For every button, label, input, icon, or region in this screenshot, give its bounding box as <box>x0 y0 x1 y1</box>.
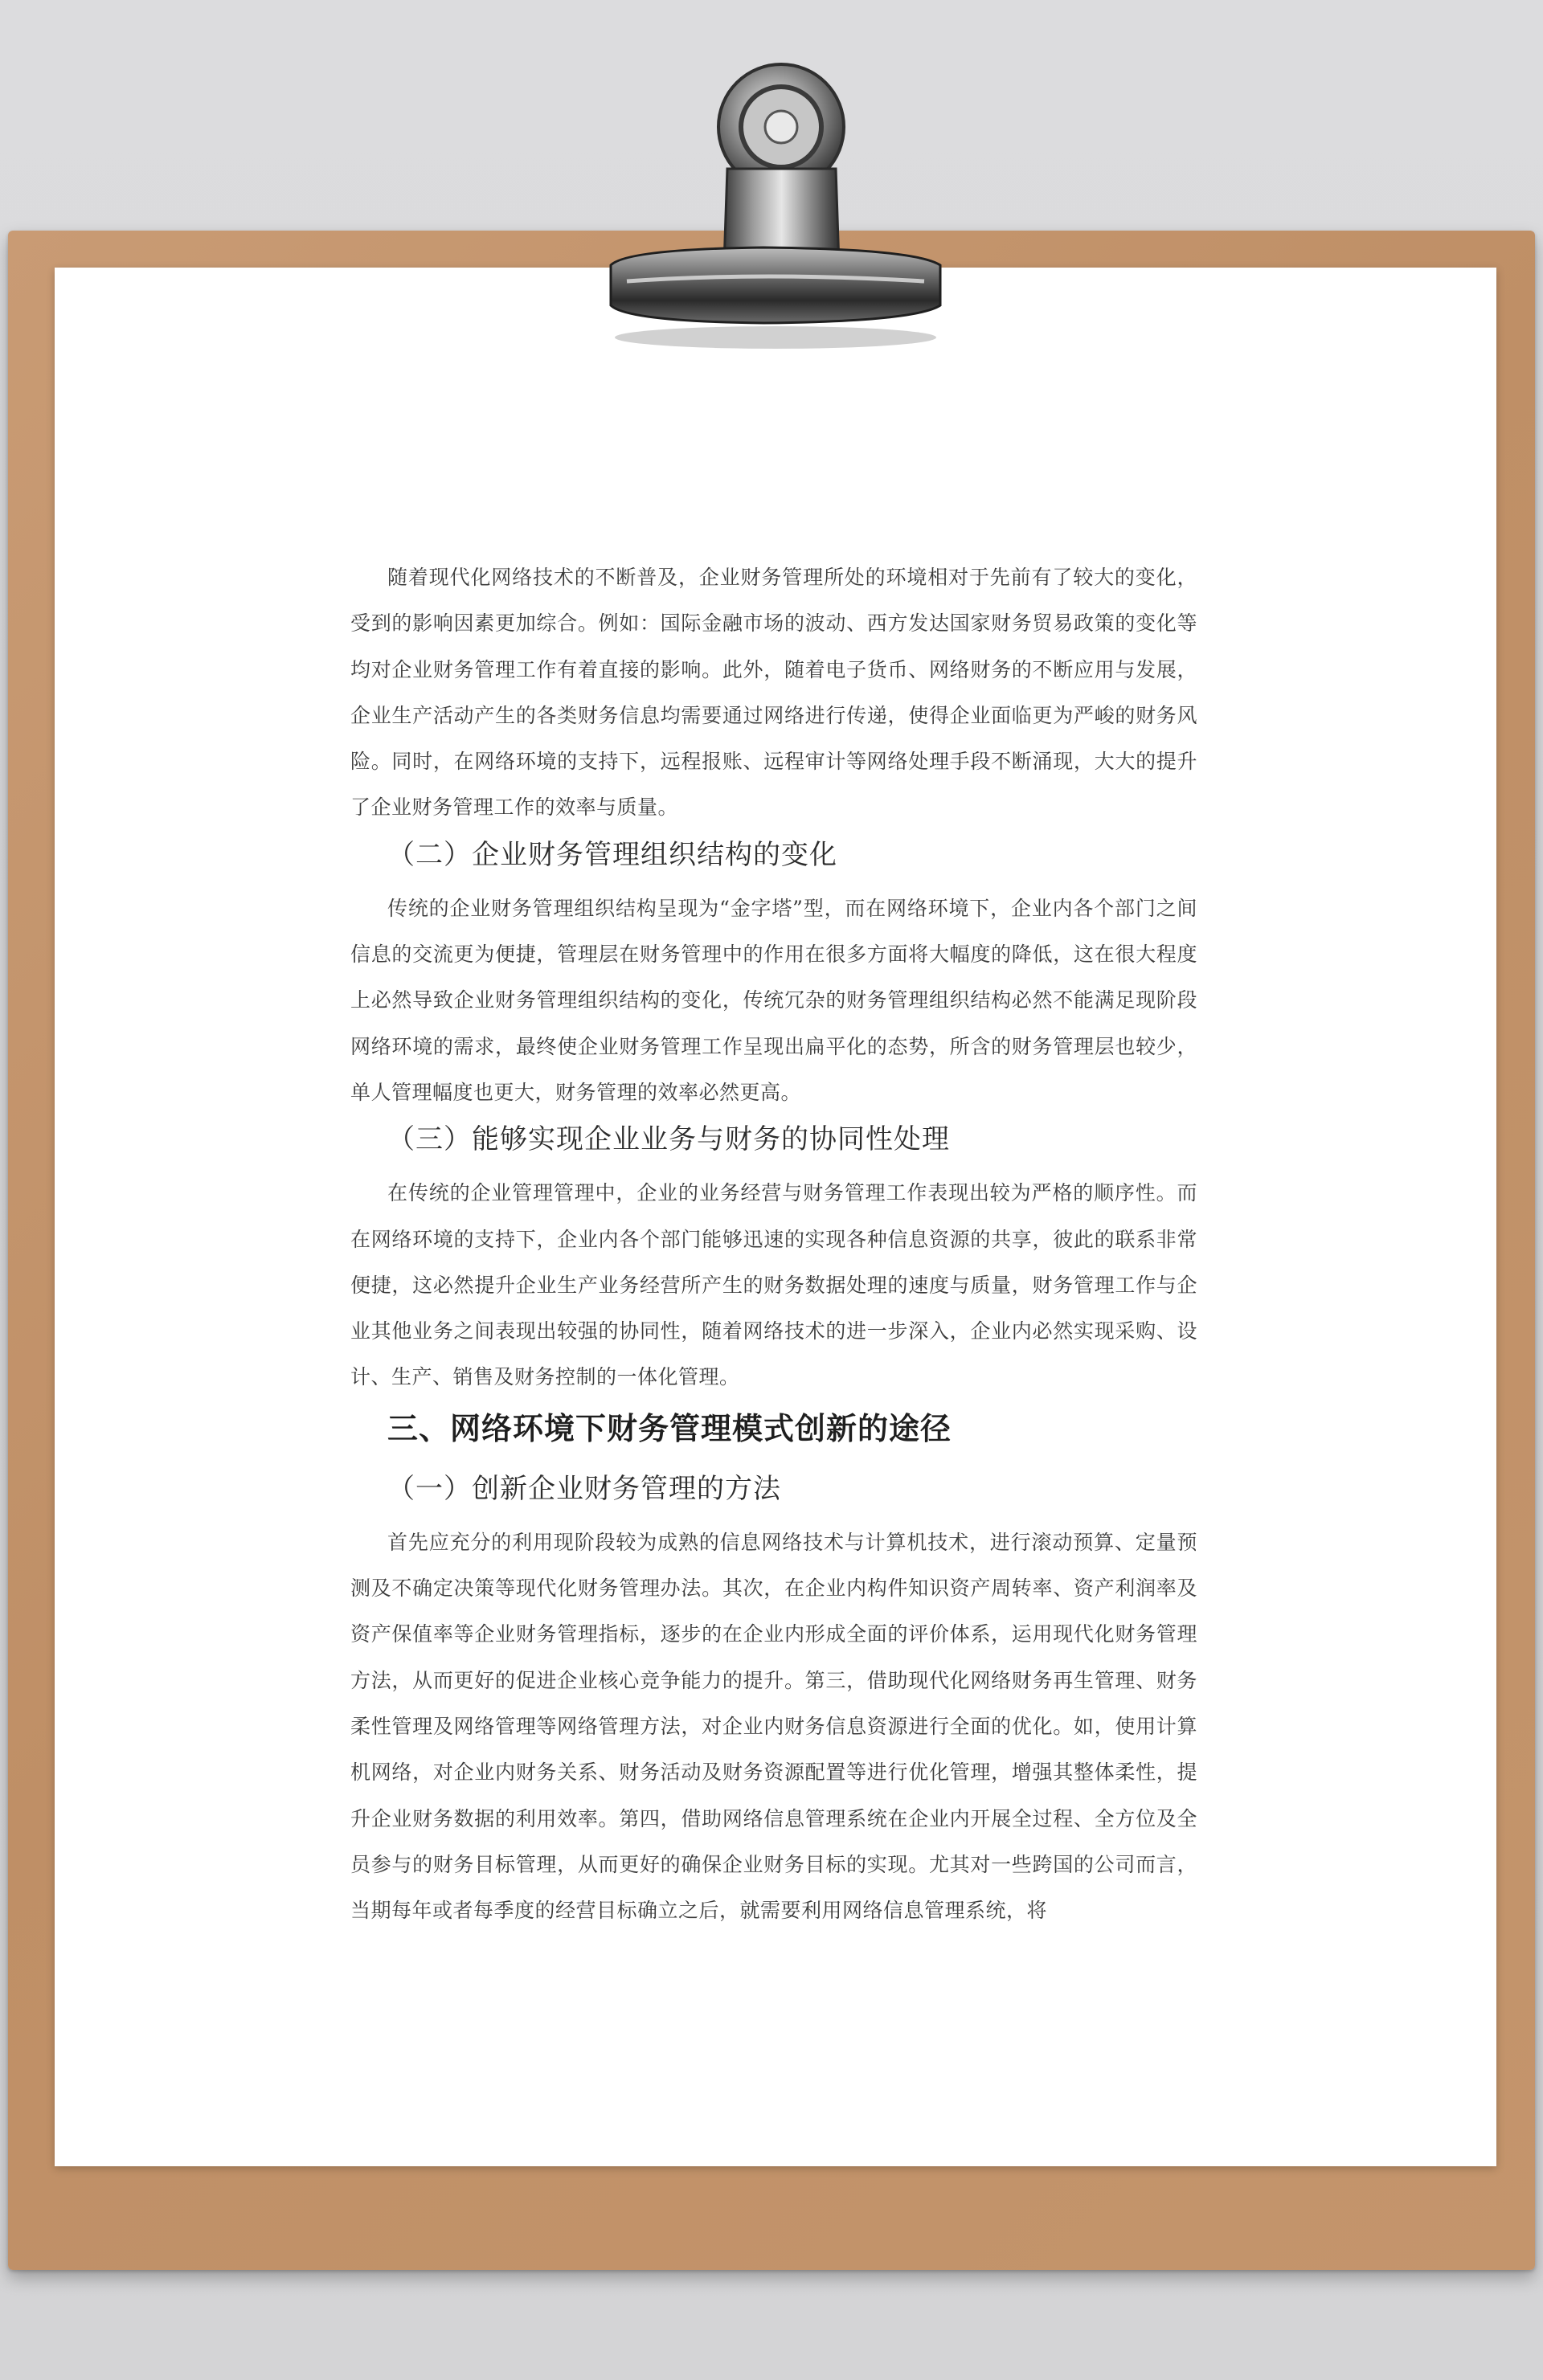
paragraph-4: 首先应充分的利用现阶段较为成熟的信息网络技术与计算机技术，进行滚动预算、定量预测及不确定决策等现代化财务管理办法。其次，在企业内构件知识资产周转率、资产利润率及资产保值率等企业财务管理指标，逐步的在企业内形成全面的评价体系，运用现代化财务管理方法，从而更好的促进企业核心竞争能力的提升。第三，借助现代化网络财务再生管理、财务柔性管理及网络管理等网络管理方法，对企业内财务信息资源进行全面的优化。如，使用计算机网络，对企业内财务关系、财务活动及财务资源配置等进行优化管理，增强其整体柔性，提升企业财务数据的利用效率。第四，借助网络信息管理系统在企业内开展全过程、全方位及全员参与的财务目标管理，从而更好的确保企业财务目标的实现。尤其对一些跨国的公司而言，当期每年或者每季度的经营目标确立之后，就需要利用网络信息管理系统，将 <box>350 1530 1197 1923</box>
paragraph-2: 传统的企业财务管理组织结构呈现为“金字塔”型，而在网络环境下，企业内各个部门之间信息的交流更为便捷，管理层在财务管理中的作用在很多方面将大幅度的降低，这在很大程度上必然导致企业财务管理组织结构的变化，传统冗杂的财务管理组织结构必然不能满足现阶段网络环境的需求，最终使企业财务管理工作呈现出扁平化的态势，所含的财务管理层也较少，单人管理幅度也更大，财务管理的效率必然更高。 <box>350 896 1197 1104</box>
document-body <box>350 554 1197 1933</box>
binder-clip-icon <box>579 48 948 354</box>
paragraph-3: 在传统的企业管理管理中，企业的业务经营与财务管理工作表现出较为严格的顺序性。而在网络环境的支持下，企业内各个部门能够迅速的实现各种信息资源的共享，彼此的联系非常便捷，这必然提升企业生产业务经营所产生的财务数据处理的速度与质量，财务管理工作与企业其他业务之间表现出较强的协同性，随着网络技术的进一步深入，企业内必然实现采购、设计、生产、销售及财务控制的一体化管理。 <box>350 1181 1197 1389</box>
heading-section-3: 三、网络环境下财务管理模式创新的途径 <box>387 1410 952 1446</box>
heading-section-3-1: （一）创新企业财务管理的方法 <box>387 1472 781 1505</box>
heading-section-2-2: （二）企业财务管理组织结构的变化 <box>387 838 837 871</box>
paragraph-1: 随着现代化网络技术的不断普及，企业财务管理所处的环境相对于先前有了较大的变化，受到的影响因素更加综合。例如：国际金融市场的波动、西方发达国家财务贸易政策的变化等均对企业财务管理工作有着直接的影响。此外，随着电子货币、网络财务的不断应用与发展，企业生产活动产生的各类财务信息均需要通过网络进行传递，使得企业面临更为严峻的财务风险。同时，在网络环境的支持下，远程报账、远程审计等网络处理手段不断涌现，大大的提升了企业财务管理工作的效率与质量。 <box>350 566 1197 820</box>
heading-section-2-3: （三）能够实现企业业务与财务的协同性处理 <box>387 1123 950 1156</box>
